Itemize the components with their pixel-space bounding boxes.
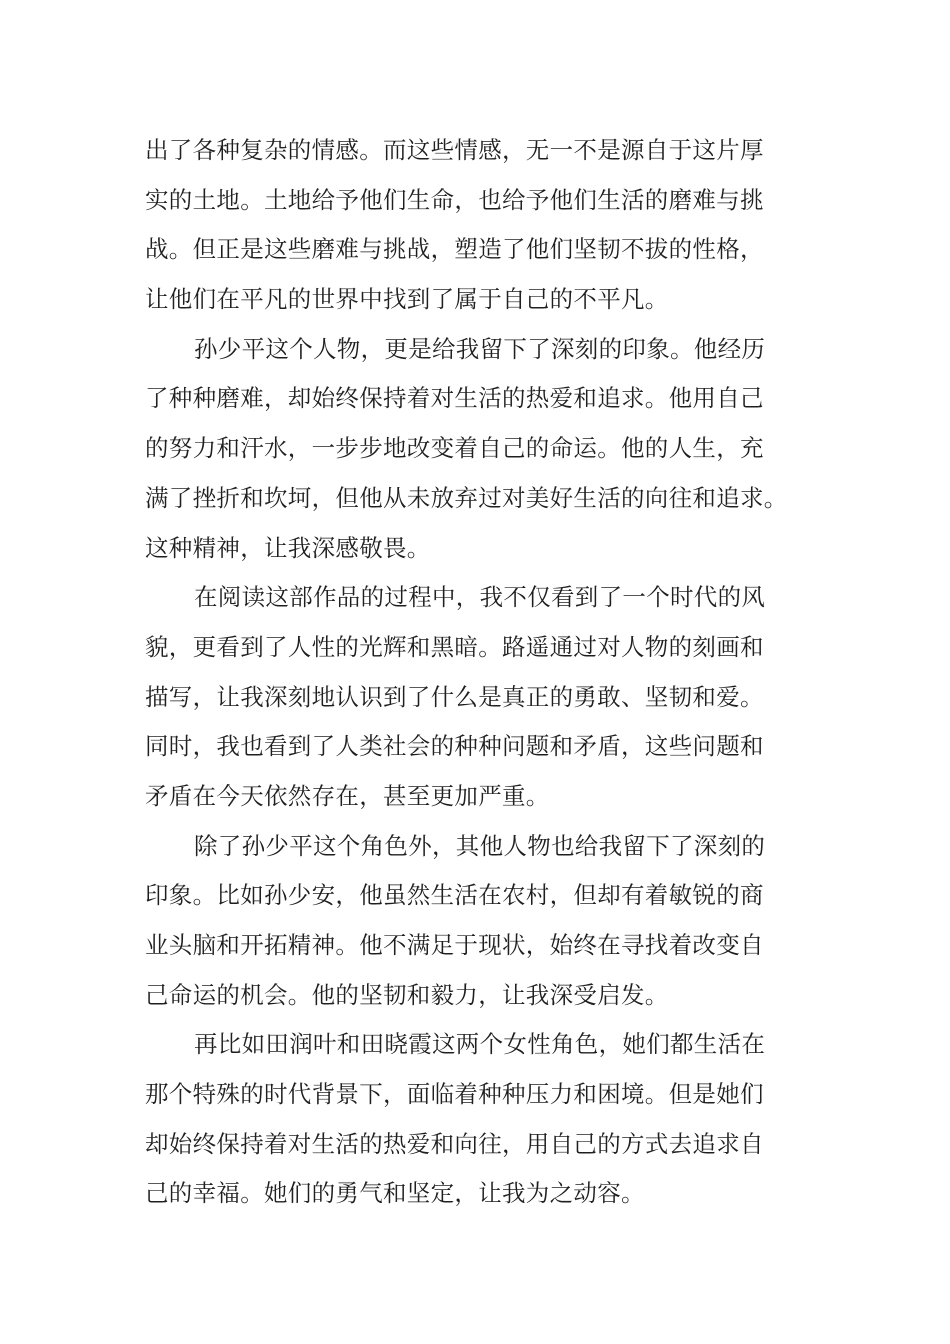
text-line: 矛盾在今天依然存在，甚至更加严重。 bbox=[145, 781, 550, 810]
text-line: 印象。比如孙少安，他虽然生活在农村，但却有着敏锐的商 bbox=[145, 881, 764, 910]
text-line: 这种精神，让我深感敬畏。 bbox=[145, 533, 431, 562]
text-line: 同时，我也看到了人类社会的种种问题和矛盾，这些问题和 bbox=[145, 732, 764, 761]
paragraph-first-line: 在阅读这部作品的过程中，我不仅看到了一个时代的风 bbox=[194, 583, 766, 612]
paragraph-first-line: 除了孙少平这个角色外，其他人物也给我留下了深刻的 bbox=[194, 831, 766, 860]
paragraph-first-line: 孙少平这个人物，更是给我留下了深刻的印象。他经历 bbox=[194, 334, 766, 363]
text-line: 的努力和汗水，一步步地改变着自己的命运。他的人生，充 bbox=[145, 434, 764, 463]
text-line: 貌，更看到了人性的光辉和黑暗。路遥通过对人物的刻画和 bbox=[145, 632, 764, 661]
text-line: 实的土地。土地给予他们生命，也给予他们生活的磨难与挑 bbox=[145, 185, 764, 214]
text-line: 业头脑和开拓精神。他不满足于现状，始终在寻找着改变自 bbox=[145, 931, 764, 959]
document-body bbox=[145, 126, 805, 1219]
text-line: 描写，让我深刻地认识到了什么是真正的勇敢、坚韧和爱。 bbox=[145, 682, 764, 711]
text-line: 满了挫折和坎坷，但他从未放弃过对美好生活的向往和追求。 bbox=[145, 483, 788, 512]
paragraph-first-line: 再比如田润叶和田晓霞这两个女性角色，她们都生活在 bbox=[194, 1030, 766, 1059]
text-line: 让他们在平凡的世界中找到了属于自己的不平凡。 bbox=[145, 285, 669, 314]
text-line: 了种种磨难，却始终保持着对生活的热爱和追求。他用自己 bbox=[145, 384, 764, 413]
text-line: 战。但正是这些磨难与挑战，塑造了他们坚韧不拔的性格， bbox=[145, 235, 764, 264]
text-line: 那个特殊的时代背景下，面临着种种压力和困境。但是她们 bbox=[145, 1080, 764, 1109]
text-line: 却始终保持着对生活的热爱和向往，用自己的方式去追求自 bbox=[145, 1129, 764, 1158]
text-line: 己命运的机会。他的坚韧和毅力，让我深受启发。 bbox=[145, 980, 669, 1009]
text-line: 出了各种复杂的情感。而这些情感，无一不是源自于这片厚 bbox=[145, 136, 764, 164]
text-line: 己的幸福。她们的勇气和坚定，让我为之动容。 bbox=[145, 1179, 645, 1208]
